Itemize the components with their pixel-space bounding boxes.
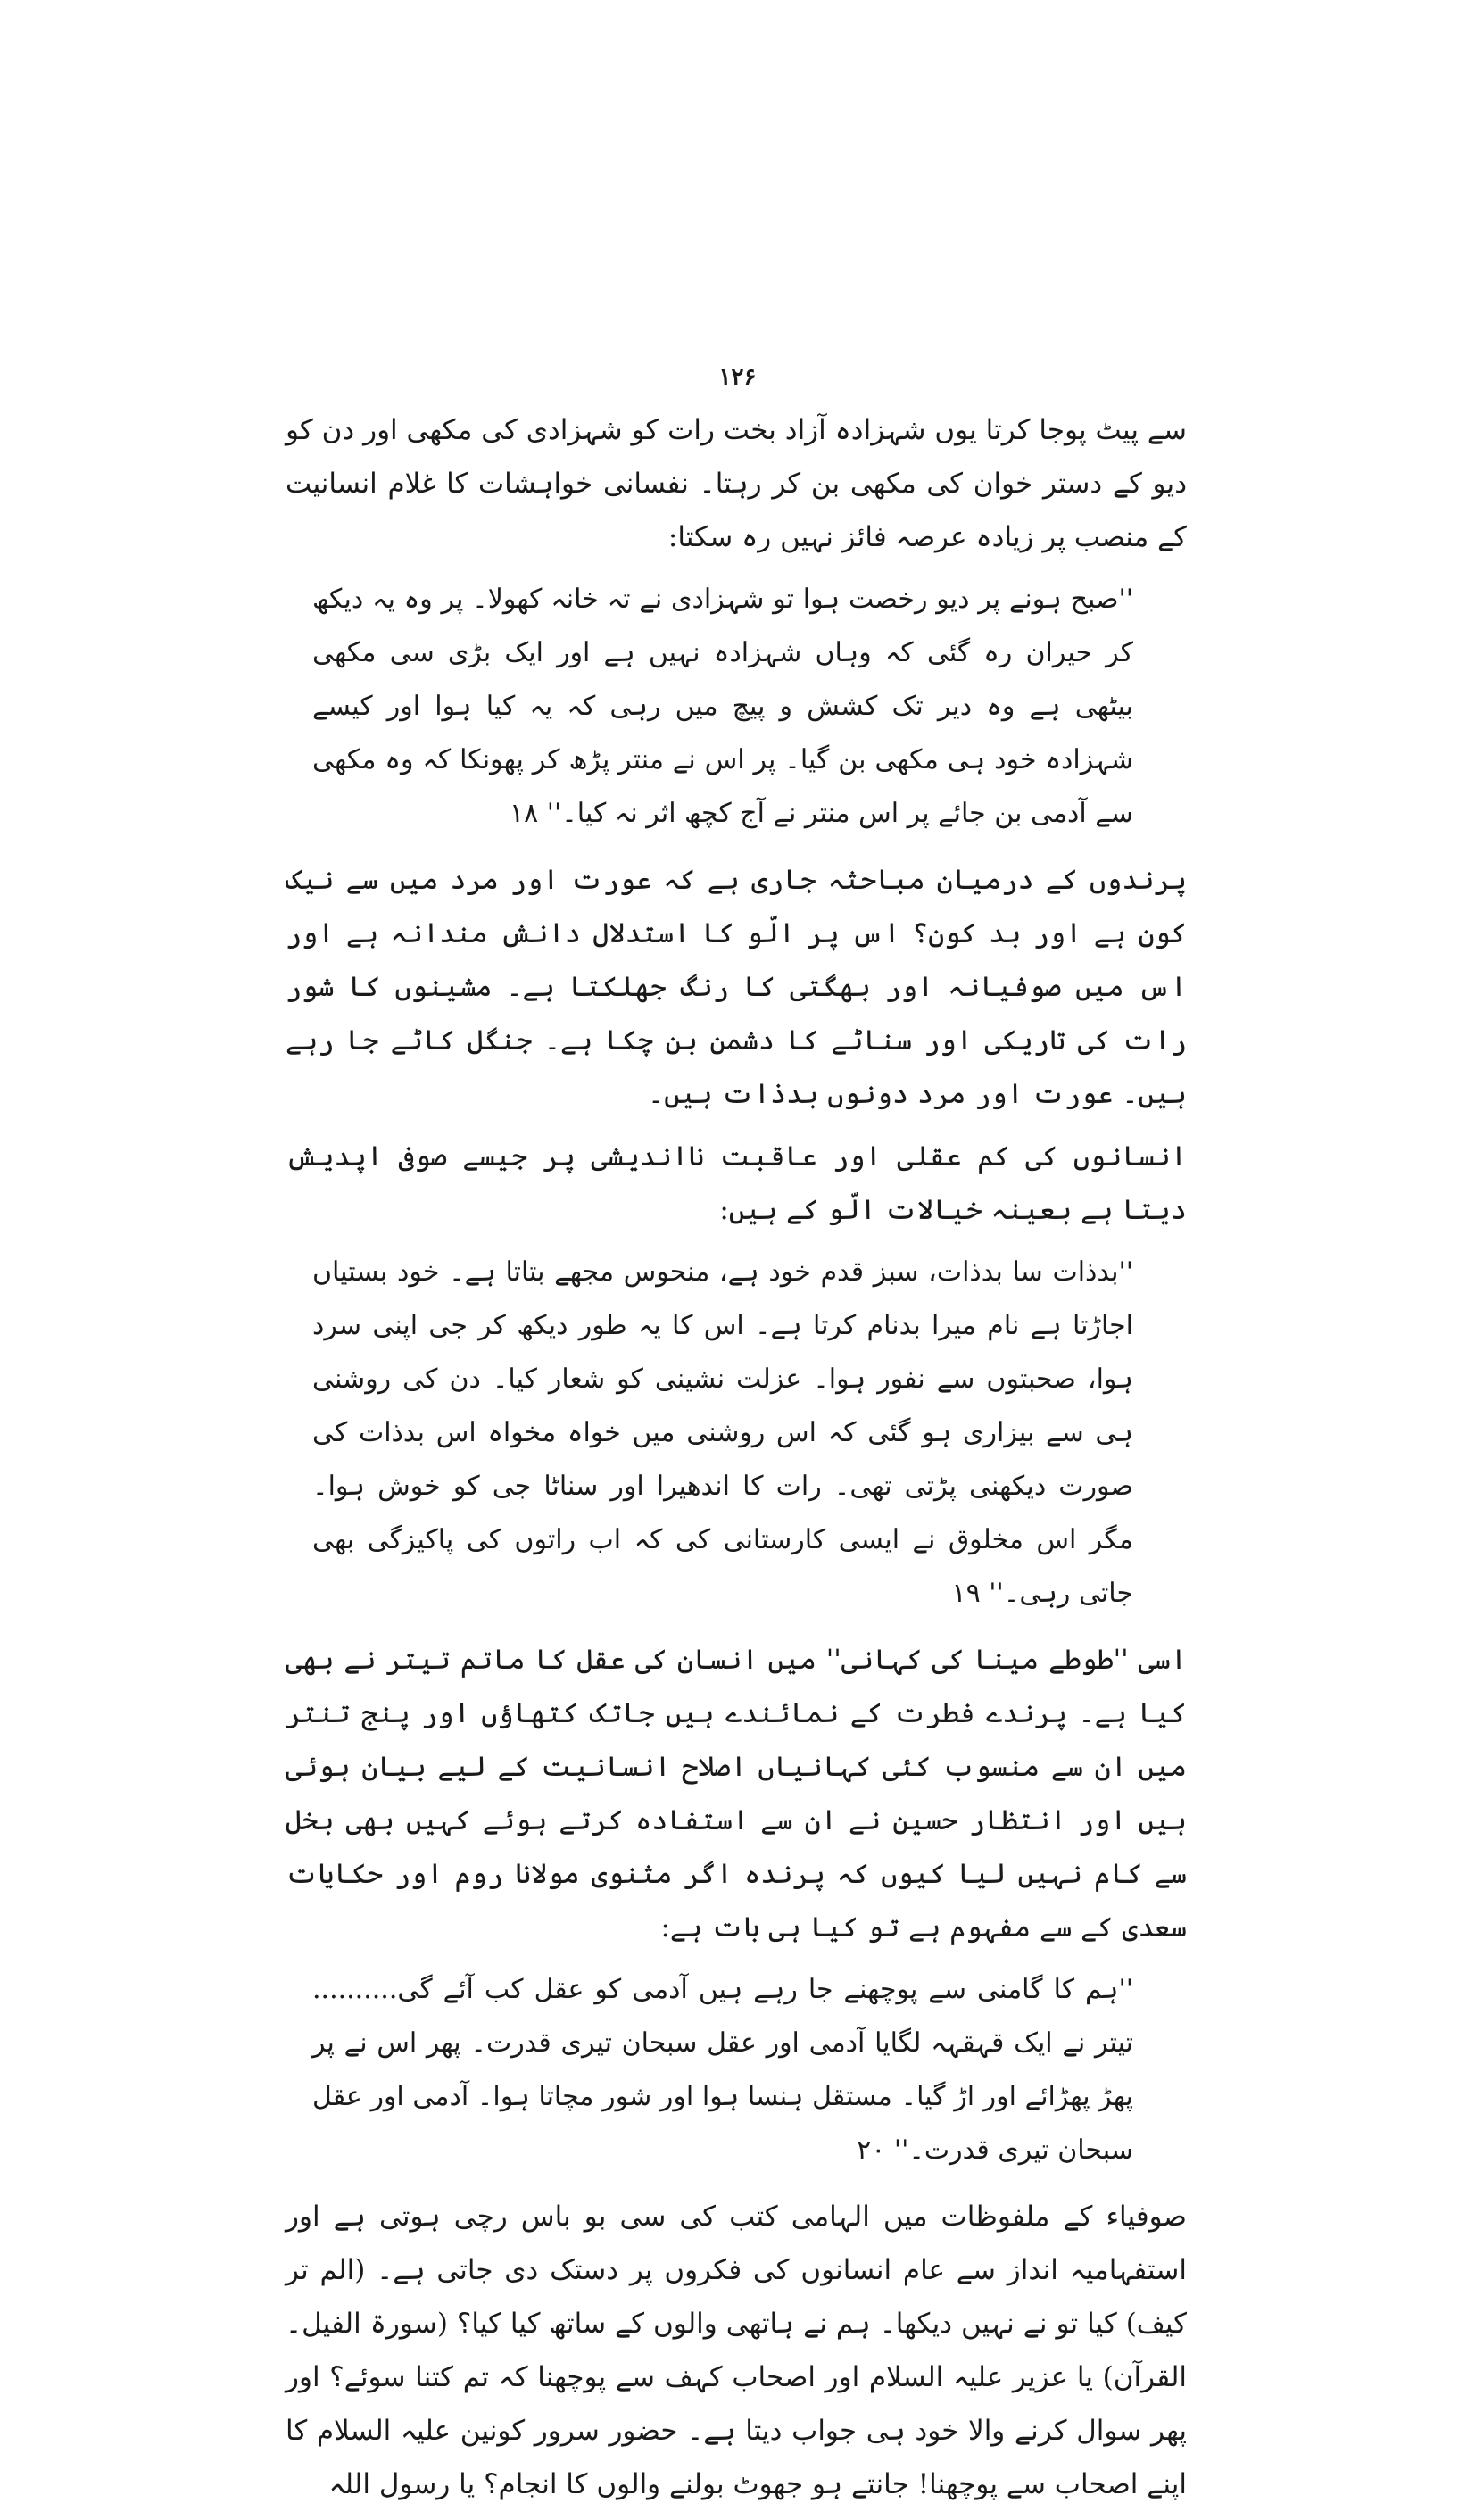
paragraph-5: صوفیاء کے ملفوظات میں الہامی کتب کی سی بو باس رچی ہوتی ہے اور استفہامیہ انداز سے عام انسانوں کی فکروں پر دستک دی جاتی ہے۔ (الم تر کیف) کیا تو نے نہیں دیکھا۔ ہم نے ہاتھی والوں کے ساتھ کیا کیا؟ (سورۃ الفیل۔ القرآن) یا عزیر علیہ السلام اور اصحاب کہف سے پوچھنا کہ تم کتنا سوئے؟ اور پھر سوال کرنے والا خود ہی جواب دیتا ہے۔ حضور سرور کونین علیہ السلام کا اپنے اصحاب سے پوچھنا! جانتے ہو جھوٹ بولنے والوں کا انجام؟ یا رسول اللہ — [286, 2201, 1187, 2500]
paragraph-1: سے پیٹ پوجا کرتا یوں شہزادہ آزاد بخت رات کو شہزادی کی مکھی اور دن کو دیو کے دستر خوان کی مکھی بن کر رہتا۔ نفسانی خواہشات کا غلام انسانیت کے منصب پر زیادہ عرصہ فائز نہیں رہ سکتا: — [286, 414, 1187, 553]
quotation-19: ''بدذات سا بدذات، سبز قدم خود ہے، منحوس مجھے بتاتا ہے۔ خود بستیاں اجاڑتا ہے نام میرا بدنام کرتا ہے۔ اس کا یہ طور دیکھ کر جی اپنی سرد ہوا، صحبتوں سے نفور ہوا۔ عزلت نشینی کو شعار کیا۔ دن کی روشنی ہی سے بیزاری ہو گئی کہ اس روشنی میں خواہ مخواہ اس بدذات کی صورت دیکھنی پڑتی تھی۔ رات کا اندھیرا اور سناٹا جی کو خوش ہوا۔ مگر اس مخلوق نے ایسی کارستانی کی کہ اب راتوں کی پاکیزگی بھی جاتی رہی۔'' ۱۹ — [312, 1256, 1133, 1609]
quotation-20: ''ہم کا گامنی سے پوچھنے جا رہے ہیں آدمی کو عقل کب آئے گی.......... تیتر نے ایک قہقہہ لگایا آدمی اور عقل سبحان تیری قدرت۔ پھر اس نے پر پھڑ پھڑائے اور اڑ گیا۔ مستقل ہنسا ہوا اور شور مچاتا ہوا۔ آدمی اور عقل سبحان تیری قدرت۔'' ۲۰ — [312, 1974, 1133, 2166]
paragraph-4: اسی ''طوطے مینا کی کہانی'' میں انسان کی عقل کا ماتم تیتر نے بھی کیا ہے۔ پرندے فطرت کے نمائندے ہیں جاتک کتھاؤں اور پنج تنتر میں ان سے منسوب کئی کہانیاں اصلاح انسانیت کے لیے بیان ہوئی ہیں اور انتظار حسین نے ان سے استفادہ کرتے ہوئے کہیں بھی بخل سے کام نہیں لیا کیوں کہ پرندہ اگر مثنوی مولانا روم اور حکایات سعدی کے سے مفہوم ہے تو کیا ہی بات ہے: — [286, 1644, 1187, 1944]
page-number: ۱۲۶ — [718, 364, 757, 391]
paragraph-2: پرندوں کے درمیان مباحثہ جاری ہے کہ عورت اور مرد میں سے نیک کون ہے اور بد کون؟ اس پر الّو کا استدلال دانش مندانہ ہے اور اس میں صوفیانہ اور بھگتی کا رنگ جھلکتا ہے۔ مشینوں کا شور رات کی تاریکی اور سناٹے کا دشمن بن چکا ہے۔ جنگل کاٹے جا رہے ہیں۔ عورت اور مرد دونوں بدذات ہیں۔ — [286, 864, 1187, 1110]
paragraph-3: انسانوں کی کم عقلی اور عاقبت نااندیشی پر جیسے صوفی اپدیش دیتا ہے بعینہ خیالات الّو کے ہیں: — [286, 1140, 1187, 1226]
body-text — [286, 403, 1187, 2520]
quotation-18: ''صبح ہونے پر دیو رخصت ہوا تو شہزادی نے تہ خانہ کھولا۔ پر وہ یہ دیکھ کر حیران رہ گئی کہ وہاں شہزادہ نہیں ہے اور ایک بڑی سی مکھی بیٹھی ہے وہ دیر تک کشش و پیچ میں رہی کہ یہ کیا ہوا اور کیسے شہزادہ خود ہی مکھی بن گیا۔ پر اس نے منتر پڑھ کر پھونکا کہ وہ مکھی سے آدمی بن جائے پر اس منتر نے آج کچھ اثر نہ کیا۔'' ۱۸ — [312, 584, 1133, 829]
